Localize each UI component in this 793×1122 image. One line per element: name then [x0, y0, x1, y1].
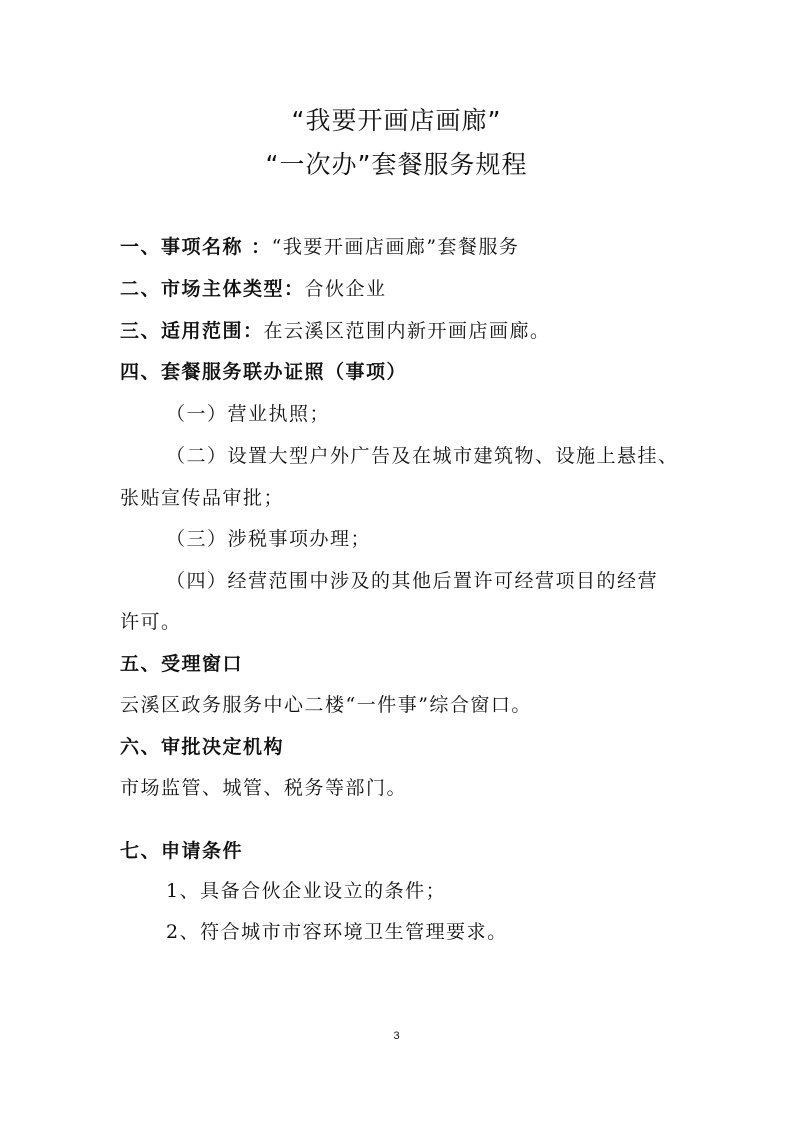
section-4-item: （四）经营范围中涉及的其他后置许可经营项目的经营 [166, 570, 659, 592]
section-2-heading: 二、市场主体类型： [120, 278, 305, 300]
section-1 [120, 232, 520, 259]
section-7-heading: 七、申请条件 [120, 840, 244, 862]
section-2-text: 合伙企业 [304, 278, 387, 300]
section-3-heading: 三、适用范围： [120, 320, 264, 342]
section-3 [120, 316, 551, 343]
page-number: 3 [393, 1030, 400, 1042]
section-2 [120, 274, 387, 301]
section-4-item-continuation: 张贴宣传品审批； [120, 487, 285, 509]
section-6-text: 市场监管、城管、税务等部门。 [120, 777, 408, 799]
section-7-item: 2、符合城市市容环境卫生管理要求。 [166, 921, 508, 943]
section-3-text: 在云溪区范围内新开画店画廊。 [263, 320, 551, 342]
section-7-item: 1、具备合伙企业设立的条件； [166, 880, 447, 902]
section-1-text: “我要开画店画廊”套餐服务 [271, 236, 520, 258]
section-5-heading: 五、受理窗口 [120, 653, 244, 675]
section-4-item: （一）营业执照； [166, 403, 331, 425]
section-5-text: 云溪区政务服务中心二楼“一件事”综合窗口。 [120, 694, 532, 716]
section-4-heading: 四、套餐服务联办证照（事项） [120, 361, 408, 383]
section-4-item-continuation: 许可。 [120, 611, 182, 633]
section-6-heading: 六、审批决定机构 [120, 736, 285, 758]
section-4-item: （三）涉税事项办理； [166, 528, 372, 550]
section-4-item: （二）设置大型户外广告及在城市建筑物、设施上悬挂、 [166, 445, 679, 467]
document-title-line-1: “我要开画店画廊” [291, 106, 502, 135]
document-title-line-2: “一次办”套餐服务规程 [265, 150, 528, 179]
section-1-heading: 一、事项名称 ： [120, 236, 272, 258]
